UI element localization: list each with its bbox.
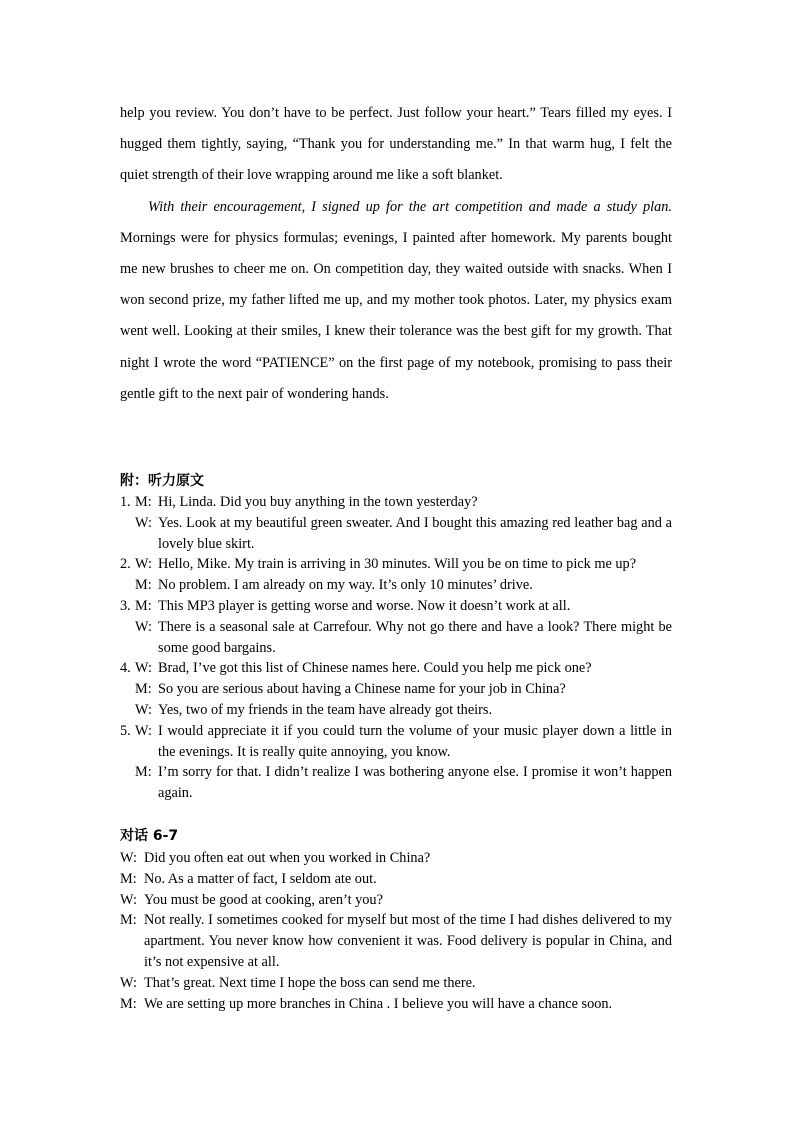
- line-text: Not really. I sometimes cooked for myself but most of the time I had dishes delivered to my apartment. You never know how convenient it was. Food delivery is popular in China, and it’s not expensive at all.: [144, 912, 672, 970]
- listening-item: [120, 596, 672, 658]
- essay-paragraph-1: help you review. You don’t have to be perfect. Just follow your heart.” Tears filled my eyes. I hugged them tightly, saying, “Thank you for understanding me.” In that warm hug, I felt the quiet strength of their love wrapping around me like a soft blanket.: [120, 105, 672, 184]
- indent-spacer: [120, 513, 135, 555]
- line-text: I would appreciate it if you could turn the volume of your music player down a little in the evenings. It is really quite annoying, you know.: [158, 722, 672, 760]
- dialog-line: [120, 973, 672, 994]
- speaker-label: M:: [135, 597, 152, 614]
- speaker-label: M:: [120, 912, 137, 929]
- essay-topic-sentence: With their encouragement, I signed up for the art competition and made a study plan.: [148, 198, 672, 215]
- line-text: Hi, Linda. Did you buy anything in the town yesterday?: [158, 494, 478, 510]
- line-text: This MP3 player is getting worse and worse. Now it doesn’t work at all.: [158, 597, 571, 614]
- transcript-line: [120, 700, 672, 721]
- speaker-label: W:: [120, 974, 137, 991]
- dialog-line: [120, 848, 672, 869]
- listening-transcript: [120, 492, 672, 804]
- dialog-transcript: [120, 848, 672, 1014]
- transcript-line: [120, 762, 672, 804]
- line-text: Brad, I’ve got this list of Chinese names here. Could you help me pick one?: [158, 660, 592, 677]
- line-text: We are setting up more branches in China . I believe you will have a chance soon.: [144, 995, 613, 1012]
- indent-spacer: [120, 679, 135, 700]
- line-text: You must be good at cooking, aren’t you?: [144, 891, 383, 908]
- indent-spacer: [120, 762, 135, 804]
- item-number: 2.: [120, 556, 131, 573]
- speaker-label: M:: [120, 870, 137, 887]
- speaker-label: M:: [120, 995, 137, 1012]
- line-text: Yes. Look at my beautiful green sweater. And I bought this amazing red leather bag and a lovely blue skirt.: [158, 514, 672, 552]
- indent-spacer: [120, 700, 135, 721]
- speaker-label: W:: [135, 618, 152, 635]
- transcript-line: [120, 554, 672, 575]
- speaker-label: M:: [135, 577, 152, 594]
- speaker-label: W:: [135, 701, 152, 718]
- indent-spacer: [120, 575, 135, 596]
- transcript-line: [120, 658, 672, 679]
- transcript-line: [120, 575, 672, 596]
- line-text: Did you often eat out when you worked in China?: [144, 850, 431, 866]
- transcript-line: [120, 513, 672, 555]
- listening-item: [120, 492, 672, 554]
- speaker-label: W:: [120, 891, 137, 908]
- speaker-label: W:: [120, 850, 137, 866]
- speaker-label: W:: [135, 514, 152, 531]
- speaker-label: M:: [135, 764, 152, 781]
- transcript-line: [120, 721, 672, 763]
- dialog-line: [120, 994, 672, 1015]
- essay-paragraph-2-body: Mornings were for physics formulas; evenings, I painted after homework. My parents bought me new brushes to cheer me on. On competition day, they waited outside with snacks. When I won second prize, my father lifted me up, and my mother took photos. Later, my physics exam went well. Looking at their smiles, I knew their tolerance was the best gift for my growth. That night I wrote the word “PATIENCE” on the first page of my notebook, promising to pass their gentle gift to the next pair of wondering hands.: [120, 229, 672, 402]
- speaker-label: W:: [135, 722, 152, 739]
- listening-item: [120, 658, 672, 720]
- speaker-label: W:: [135, 556, 152, 573]
- speaker-label: M:: [135, 681, 152, 698]
- transcript-line: [120, 679, 672, 700]
- line-text: There is a seasonal sale at Carrefour. Why not go there and have a look? There might be some good bargains.: [158, 618, 672, 656]
- essay-paragraph-2: [120, 192, 672, 410]
- line-text: No. As a matter of fact, I seldom ate out.: [144, 870, 377, 887]
- item-number: 4.: [120, 660, 131, 677]
- item-number: 3.: [120, 597, 131, 614]
- indent-spacer: [120, 617, 135, 659]
- line-text: That’s great. Next time I hope the boss can send me there.: [144, 974, 476, 991]
- transcript-line: [120, 617, 672, 659]
- line-text: No problem. I am already on my way. It’s only 10 minutes’ drive.: [158, 577, 533, 594]
- dialog-line: [120, 910, 672, 972]
- line-text: I’m sorry for that. I didn’t realize I was bothering anyone else. I promise it won’t happen again.: [158, 764, 672, 802]
- dialog-heading: 对话 6-7: [120, 828, 179, 844]
- item-number: 1.: [120, 494, 131, 510]
- transcript-line: [120, 596, 672, 617]
- line-text: Hello, Mike. My train is arriving in 30 minutes. Will you be on time to pick me up?: [158, 556, 637, 573]
- dialog-line: [120, 869, 672, 890]
- speaker-label: W:: [135, 660, 152, 677]
- speaker-label: M:: [135, 494, 152, 510]
- essay-text: [120, 98, 672, 410]
- listening-item: [120, 721, 672, 804]
- appendix-heading: 附：听力原文: [120, 473, 204, 489]
- listening-item: [120, 554, 672, 596]
- line-text: Yes, two of my friends in the team have already got theirs.: [158, 701, 493, 718]
- transcript-line: [120, 492, 672, 513]
- line-text: So you are serious about having a Chinese name for your job in China?: [158, 681, 566, 698]
- item-number: 5.: [120, 722, 131, 739]
- dialog-line: [120, 890, 672, 911]
